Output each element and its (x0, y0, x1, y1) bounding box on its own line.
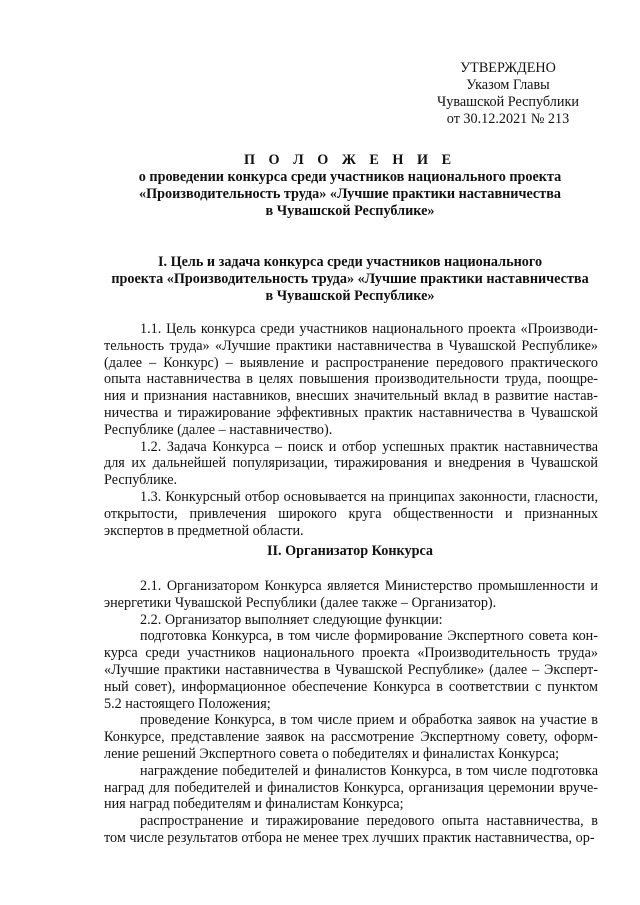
approval-authority: Чувашской Республики (437, 94, 579, 110)
section-1-heading-line-3: в Чувашской Республике» (265, 288, 435, 304)
paragraph-1-2: 1.2. Задача Конкурса – поиск и отбор успешных практик наставничества для их дальнейшей популяризации, тиражирования и внедрения в Чувашской Республике. (104, 438, 598, 489)
section-1-body (104, 321, 598, 539)
approval-block (418, 60, 598, 128)
section-1-heading (100, 254, 600, 305)
approval-stamp: УТВЕРЖДЕНО (460, 60, 556, 76)
paragraph-1-1: 1.1. Цель конкурса среди участников национального проекта «Производительность труда» «Лучшие практики наставничества в Чувашской Республике» (далее – Конкурс) – выявление и распространение передового практического опыта наставничества в целях повышения производительности труда, поощрения и признания наставников, внесших значительный вклад в развитие наставничества и тиражирование эффективных практик наставничества в Чувашской Республике (далее – наставничество). (104, 321, 598, 438)
section-2-heading-line: II. Организатор Конкурса (266, 543, 434, 559)
paragraph-1-3: 1.3. Конкурсный отбор основывается на принципах законности, гласности, открытости, привлечения широкого круга общественности и признанных экспертов в предметной области. (104, 488, 598, 539)
paragraph-2-3: подготовка Конкурса, в том числе формирование Экспертного совета конкурса среди участников национального проекта «Производительность труда» «Лучшие практики наставничества в Чувашской Республике» (далее – Экспертный совет), информационное обеспечение Конкурса в соответствии с пунктом 5.2 настоящего Положения; (104, 628, 598, 712)
title-line-3: в Чувашской Республике» (265, 203, 435, 219)
paragraph-2-4: проведение Конкурса, в том числе прием и обработка заявок на участие в Конкурсе, представление заявок на рассмотрение Экспертному совету, оформление решений Экспертного совета о победителях и финалистах Конкурса; (104, 712, 598, 762)
title-line-1: о проведении конкурса среди участников национального проекта (138, 169, 562, 185)
section-1-heading-line-2: проекта «Производительность труда» «Лучшие практики наставничества (111, 271, 589, 287)
title-line-2: «Производительность труда» «Лучшие практики наставничества (139, 186, 561, 202)
paragraph-2-2: 2.2. Организатор выполняет следующие функции: (140, 611, 443, 628)
paragraph-2-6: распространение и тиражирование передового опыта наставничества, в том числе результатов отбора не менее трех лучших практик наставничества, ор- (104, 813, 598, 846)
paragraph-2-5: награждение победителей и финалистов Конкурса, в том числе подготовка наград для победителей и финалистов Конкурса, организация церемонии вручения наград победителям и финалистам Конкурса; (104, 762, 598, 813)
section-2-heading (100, 543, 600, 560)
section-1-heading-line-1: I. Цель и задача конкурса среди участников национального (157, 254, 543, 270)
approval-date-number: от 30.12.2021 № 213 (446, 111, 570, 127)
approval-decree: Указом Главы (466, 77, 550, 93)
section-2-body (104, 578, 598, 847)
document-title (100, 152, 600, 220)
title-heading: П О Л О Ж Е Н И Е (243, 152, 457, 168)
paragraph-2-1: 2.1. Организатором Конкурса является Министерство промышленности и энергетики Чувашской Республики (далее также – Организатор). (104, 578, 598, 611)
